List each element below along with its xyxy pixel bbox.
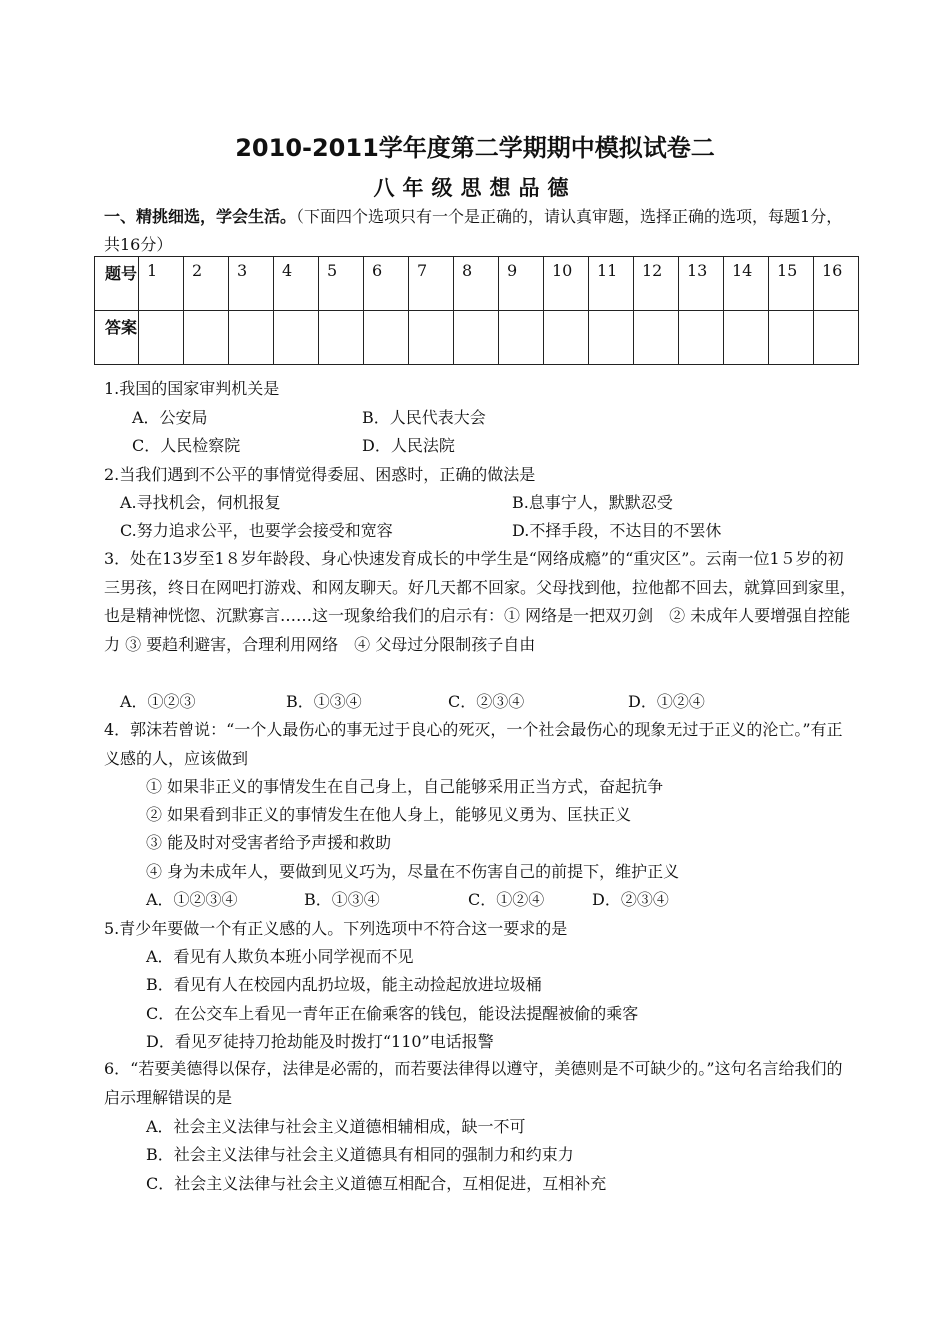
question-6-option-a: A．社会主义法律与社会主义道德相辅相成，缺一不可 — [146, 1117, 526, 1136]
question-4-stem: 4．郭沫若曾说：“一个人最伤心的事无过于良心的死灭，一个社会最伤心的现象无过于正义的沦亡。”有正义感的人，应该做到 — [104, 720, 843, 768]
section-1-header — [104, 203, 856, 259]
question-1-option-b: B．人民代表大会 — [362, 408, 486, 427]
answer-cell[interactable] — [364, 311, 409, 365]
question-number-cell: 10 — [544, 257, 589, 311]
question-3-stem: 3．处在13岁至1８岁年龄段、身心快速发育成长的中学生是“网络成瘾”的“重灾区”。云南一位1５岁的初三男孩，终日在网吧打游戏、和网友聊天。好几天都不回家。父母找到他，拉他都不回去，就算回到家里，也是精神恍惚、沉默寡言……这一现象给我们的启示有：① 网络是一把双刃剑 ② 未成年人要增强自控能力 ③ 要趋利避害，合理利用网络 ④ 父母过分限制孩子自由 — [104, 549, 857, 654]
question-2-option-b: B.息事宁人，默默忍受 — [512, 493, 673, 512]
question-number-cell: 5 — [319, 257, 364, 311]
question-1-option-a: A．公安局 — [132, 408, 208, 427]
exam-title: 2010-2011学年度第二学期期中模拟试卷二 — [235, 134, 715, 162]
question-4-option-b: B．①③④ — [304, 890, 380, 909]
table-row-answers — [95, 311, 859, 365]
question-number-cell: 15 — [769, 257, 814, 311]
question-number-cell: 12 — [634, 257, 679, 311]
question-3-option-d: D．①②④ — [628, 692, 705, 711]
answer-cell[interactable] — [409, 311, 454, 365]
question-4-item-2: ② 如果看到非正义的事情发生在他人身上，能够见义勇为、匡扶正义 — [146, 805, 632, 824]
question-number-cell: 6 — [364, 257, 409, 311]
question-5-stem: 5.青少年要做一个有正义感的人。下列选项中不符合这一要求的是 — [104, 919, 568, 938]
question-2-option-c: C.努力追求公平，也要学会接受和宽容 — [120, 521, 393, 540]
question-number-cell: 7 — [409, 257, 454, 311]
answer-cell[interactable] — [274, 311, 319, 365]
question-4-option-a: A．①②③④ — [146, 890, 238, 909]
answer-cell[interactable] — [724, 311, 769, 365]
question-2-option-a: A.寻找机会，伺机报复 — [120, 493, 281, 512]
section-instruction: （下面四个选项只有一个是正确的，请认真审题，选择正确的选项，每题1分，共16分） — [104, 207, 843, 254]
question-number-cell: 13 — [679, 257, 724, 311]
answer-cell[interactable] — [814, 311, 859, 365]
answer-cell[interactable] — [589, 311, 634, 365]
question-number-cell: 11 — [589, 257, 634, 311]
question-5-option-b: B．看见有人在校园内乱扔垃圾，能主动捡起放进垃圾桶 — [146, 975, 542, 994]
question-number-cell: 3 — [229, 257, 274, 311]
answer-cell[interactable] — [229, 311, 274, 365]
question-3-option-c: C．②③④ — [448, 692, 525, 711]
question-5-option-c: C．在公交车上看见一青年正在偷乘客的钱包，能设法提醒被偷的乘客 — [146, 1004, 639, 1023]
question-4-option-d: D．②③④ — [592, 890, 669, 909]
answer-cell[interactable] — [679, 311, 724, 365]
question-1-option-d: D．人民法院 — [362, 436, 455, 455]
question-6-option-b: B．社会主义法律与社会主义道德具有相同的强制力和约束力 — [146, 1145, 574, 1164]
answer-cell[interactable] — [139, 311, 184, 365]
question-4-item-4: ④ 身为未成年人，要做到见义巧为，尽量在不伤害自己的前提下，维护正义 — [146, 862, 680, 881]
question-3-option-a: A．①②③ — [120, 692, 196, 711]
section-heading: 一、精挑细选，学会生活。 — [104, 207, 297, 226]
question-3-option-b: B．①③④ — [286, 692, 362, 711]
question-2-option-d: D.不择手段，不达目的不罢休 — [512, 521, 722, 540]
question-number-cell: 9 — [499, 257, 544, 311]
question-number-cell: 14 — [724, 257, 769, 311]
answer-cell[interactable] — [499, 311, 544, 365]
question-1-stem: 1.我国的国家审判机关是 — [104, 379, 280, 398]
question-5-option-a: A．看见有人欺负本班小同学视而不见 — [146, 947, 414, 966]
question-number-cell: 2 — [184, 257, 229, 311]
answer-cell[interactable] — [184, 311, 229, 365]
question-6-stem: 6．“若要美德得以保存，法律是必需的，而若要法律得以遵守，美德则是不可缺少的。”这句名言给我们的启示理解错误的是 — [104, 1059, 843, 1107]
table-row-numbers — [95, 257, 859, 311]
exam-subtitle: 八年级思想品德 — [373, 176, 577, 200]
question-2-stem: 2.当我们遇到不公平的事情觉得委屈、困惑时，正确的做法是 — [104, 465, 536, 484]
row-header-answer: 答案 — [95, 311, 139, 365]
question-4-item-3: ③ 能及时对受害者给予声援和救助 — [146, 833, 392, 852]
answer-cell[interactable] — [319, 311, 364, 365]
answer-cell[interactable] — [769, 311, 814, 365]
question-number-cell: 16 — [814, 257, 859, 311]
question-4-item-1: ① 如果非正义的事情发生在自己身上，自己能够采用正当方式，奋起抗争 — [146, 777, 664, 796]
question-number-cell: 4 — [274, 257, 319, 311]
question-4-option-c: C．①②④ — [468, 890, 545, 909]
question-1-option-c: C．人民检察院 — [132, 436, 241, 455]
answer-table — [94, 256, 859, 365]
question-number-cell: 8 — [454, 257, 499, 311]
answer-cell[interactable] — [544, 311, 589, 365]
question-5-option-d: D．看见歹徒持刀抢劫能及时拨打“110”电话报警 — [146, 1032, 494, 1051]
question-6-option-c: C．社会主义法律与社会主义道德互相配合，互相促进，互相补充 — [146, 1174, 607, 1193]
answer-cell[interactable] — [634, 311, 679, 365]
row-header-number: 题号 — [95, 257, 139, 311]
answer-cell[interactable] — [454, 311, 499, 365]
question-number-cell: 1 — [139, 257, 184, 311]
